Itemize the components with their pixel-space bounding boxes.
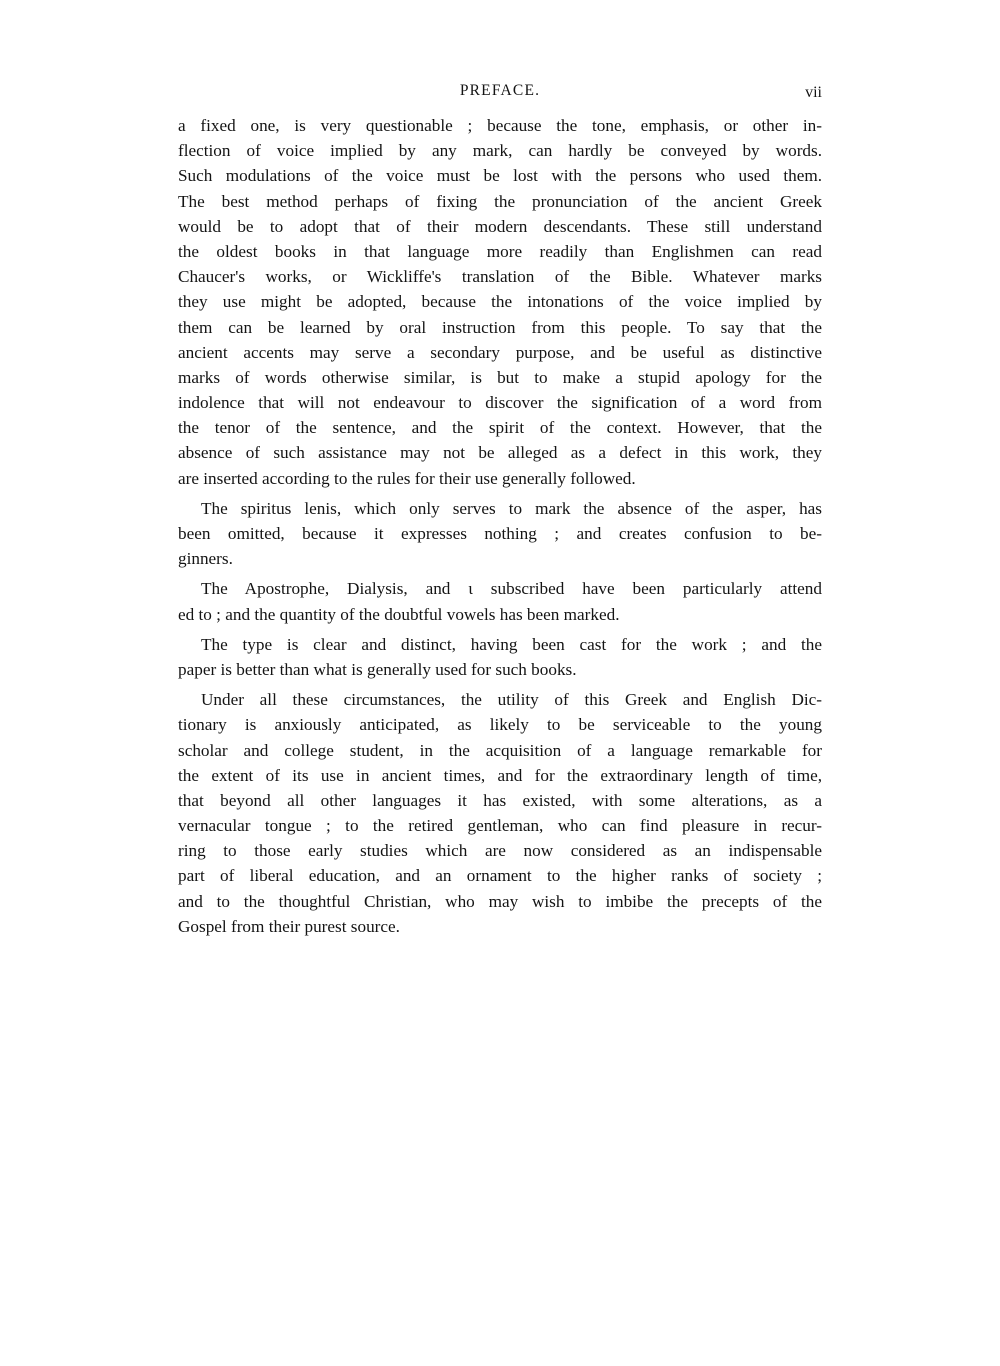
text-line: The best method perhaps of fixing the pronunciation of the ancient Greek: [178, 191, 822, 211]
text-line: The Apostrophe, Dialysis, and ι subscribed have been particularly attend: [201, 579, 822, 599]
paragraph: [178, 632, 822, 682]
text-line: scholar and college student, in the acquisition of a language remarkable for: [178, 740, 822, 760]
text-line: vernacular tongue ; to the retired gentleman, who can find pleasure in recur-: [178, 816, 822, 836]
text-line: ancient accents may serve a secondary purpose, and be useful as distinctive: [178, 342, 822, 362]
text-line: The spiritus lenis, which only serves to mark the absence of the asper, has: [201, 498, 822, 518]
text-line: The type is clear and distinct, having been cast for the work ; and the: [201, 634, 822, 654]
text-line: flection of voice implied by any mark, can hardly be conveyed by words.: [178, 141, 822, 161]
text-line: Under all these circumstances, the utility of this Greek and English Dic-: [201, 690, 822, 710]
text-line: a fixed one, is very questionable ; because the tone, emphasis, or other in-: [178, 116, 822, 135]
text-line: part of liberal education, and an ornament to the higher ranks of society ;: [178, 866, 822, 886]
text-line: Chaucer's works, or Wickliffe's translation of the Bible. Whatever marks: [178, 267, 822, 287]
text-line: the extent of its use in ancient times, and for the extraordinary length of time,: [178, 765, 822, 785]
text-line: the oldest books in that language more readily than Englishmen can read: [178, 241, 822, 261]
text-line: them can be learned by oral instruction from this people. To say that the: [178, 317, 822, 337]
paragraph: [178, 113, 822, 491]
text-line: marks of words otherwise similar, is but to make a stupid apology for the: [178, 367, 822, 387]
text-line: that beyond all other languages it has existed, with some alterations, as a: [178, 790, 822, 810]
text-line: would be to adopt that of their modern descendants. These still understand: [178, 216, 822, 236]
preface-body: [178, 113, 822, 944]
text-line: are inserted according to the rules for their use generally followed.: [178, 468, 636, 488]
text-line: Gospel from their purest source.: [178, 916, 400, 936]
paragraph: [178, 576, 822, 626]
text-line: ring to those early studies which are now considered as an indispensable: [178, 841, 822, 861]
text-line: they use might be adopted, because the intonations of the voice implied by: [178, 292, 822, 312]
text-line: indolence that will not endeavour to discover the signification of a word from: [178, 393, 822, 413]
text-line: ginners.: [178, 549, 233, 569]
text-line: absence of such assistance may not be alleged as a defect in this work, they: [178, 443, 822, 463]
paragraph: [178, 687, 822, 939]
text-line: the tenor of the sentence, and the spirit of the context. However, that the: [178, 418, 822, 438]
text-line: paper is better than what is generally used for such books.: [178, 659, 577, 679]
text-line: ed to ; and the quantity of the doubtful vowels has been marked.: [178, 604, 620, 624]
text-line: been omitted, because it expresses nothing ; and creates confusion to be-: [178, 524, 822, 543]
paragraph: [178, 496, 822, 572]
page-number: vii: [805, 84, 822, 101]
running-title: PREFACE.: [459, 82, 541, 99]
text-line: tionary is anxiously anticipated, as likely to be serviceable to the young: [178, 715, 822, 735]
running-head: [178, 78, 822, 104]
text-line: and to the thoughtful Christian, who may wish to imbibe the precepts of the: [178, 891, 822, 911]
text-line: Such modulations of the voice must be lost with the persons who used them.: [178, 166, 822, 186]
